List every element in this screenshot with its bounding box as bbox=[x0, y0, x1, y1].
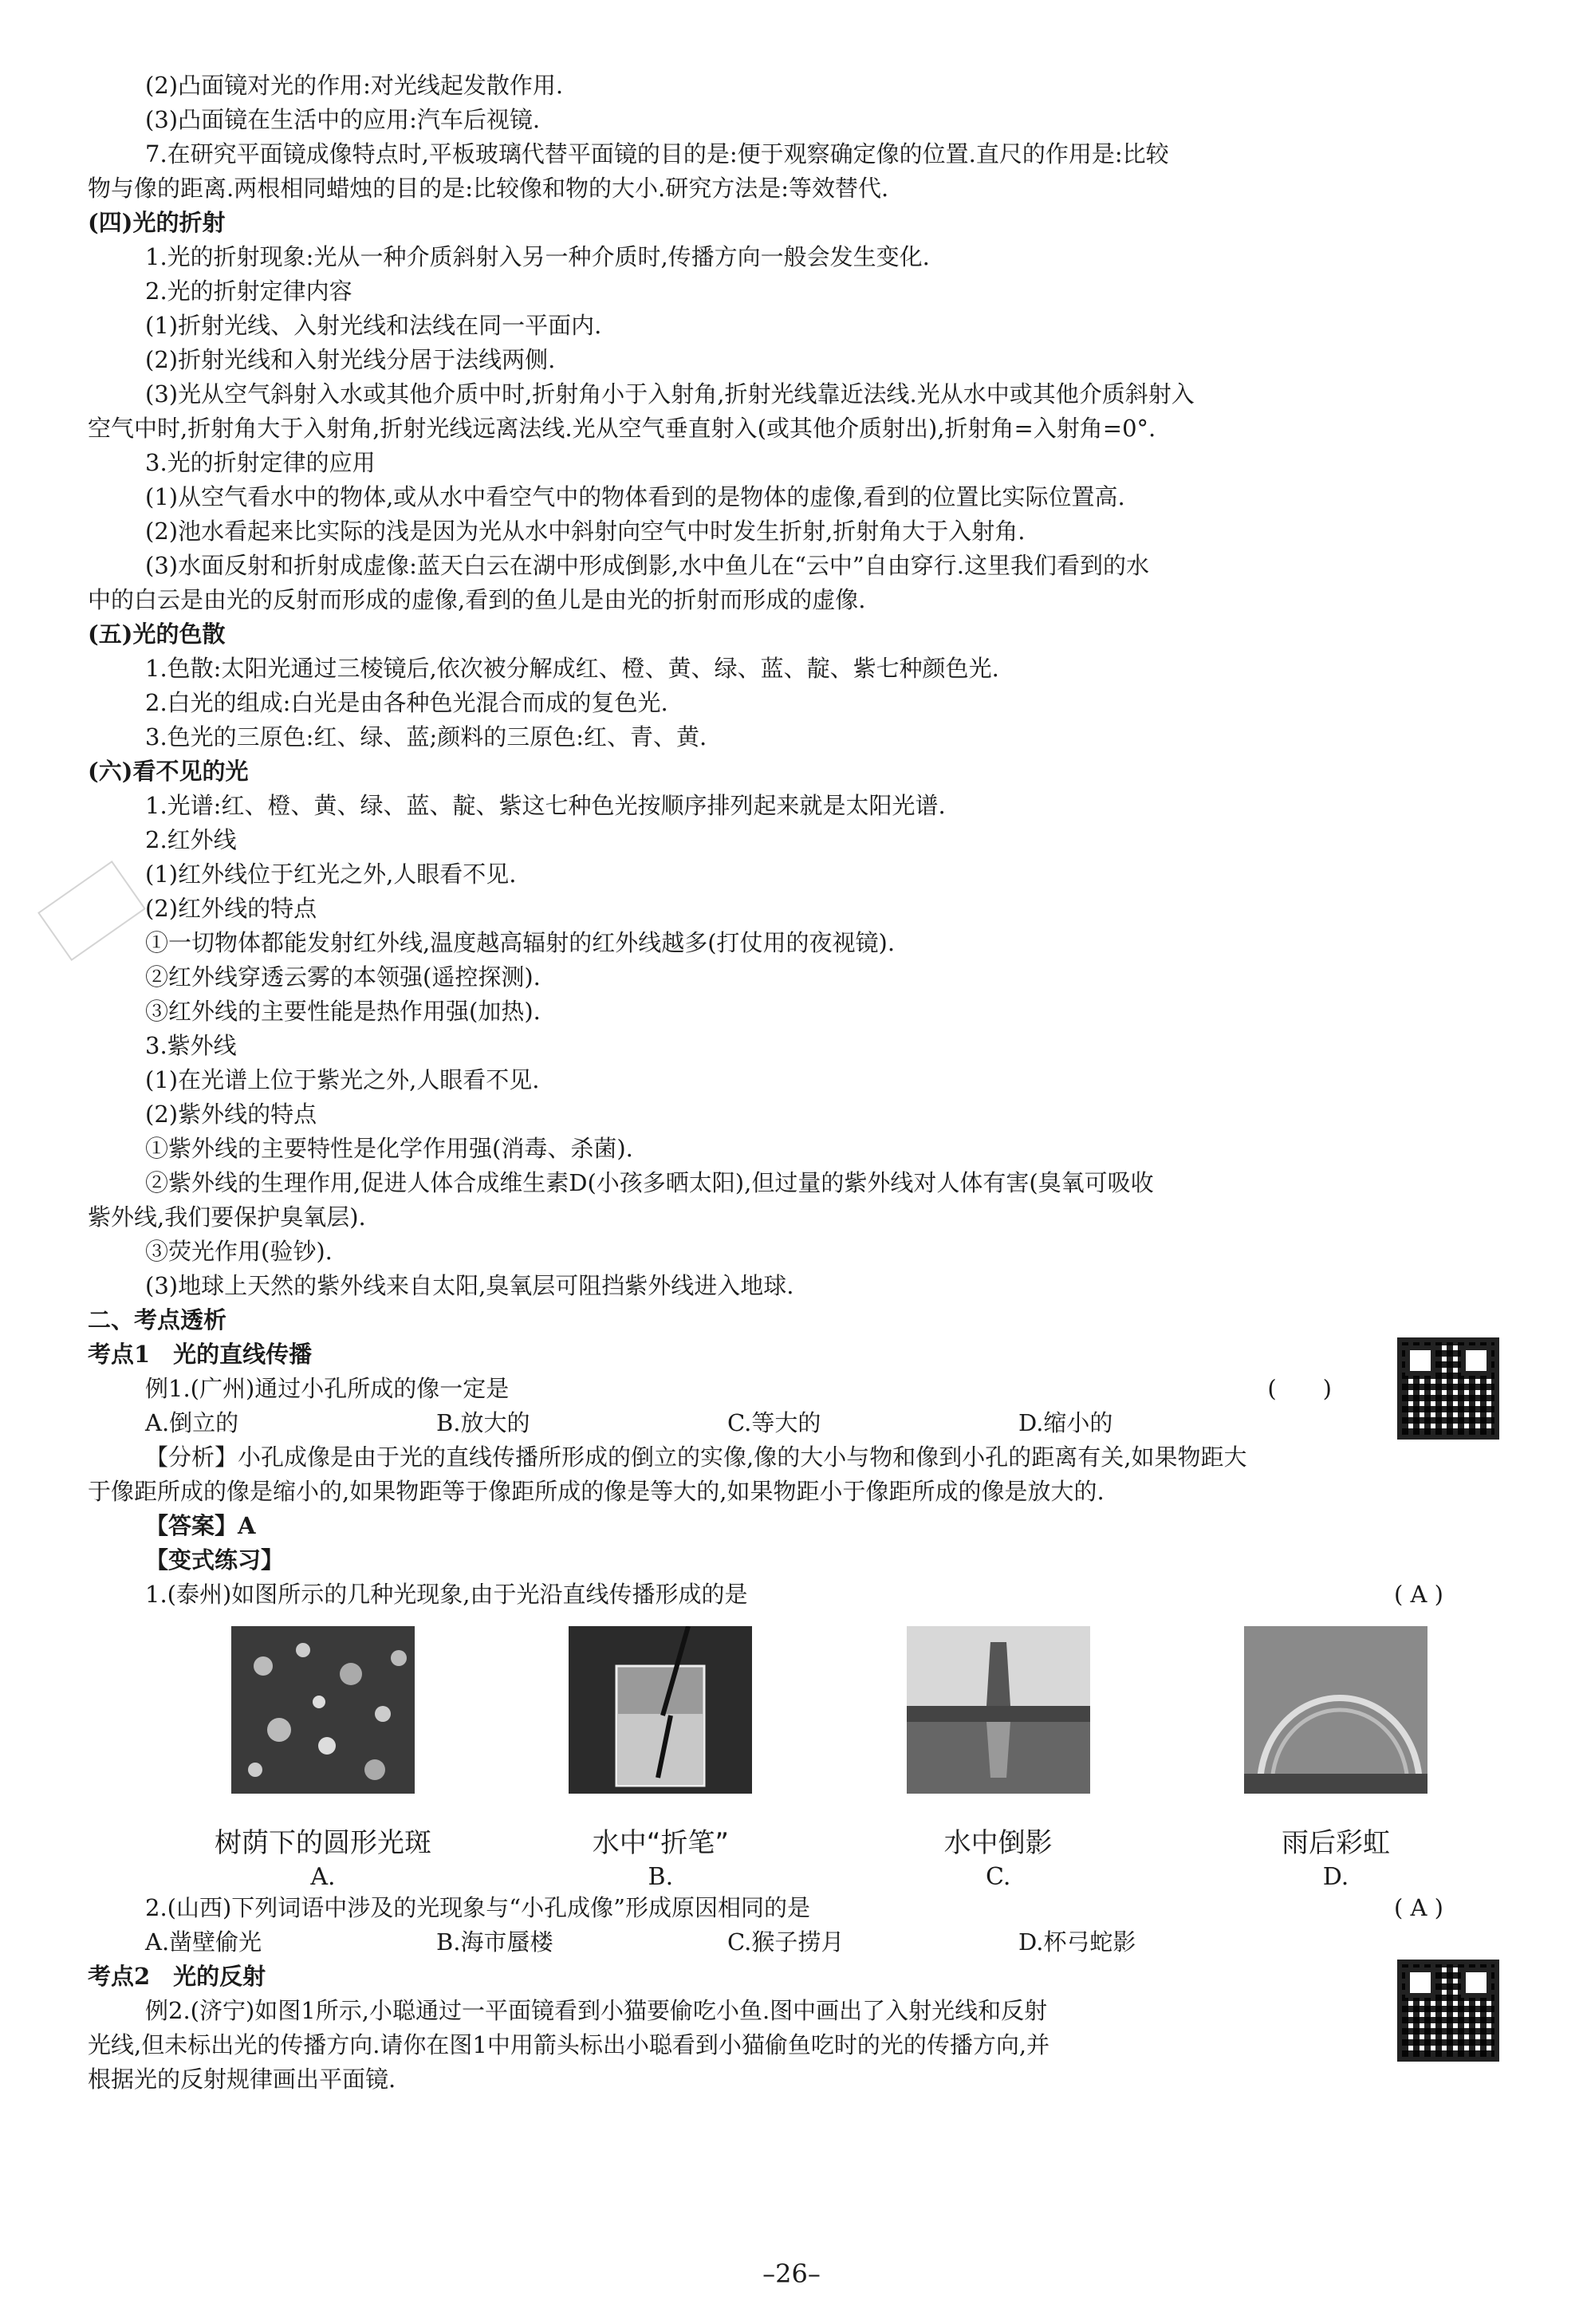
section-heading: (六)看不见的光 bbox=[88, 758, 249, 785]
options-row bbox=[88, 1406, 1443, 1440]
text-line: (3)凸面镜在生活中的应用:汽车后视镜. bbox=[145, 106, 541, 133]
kaodian-title: 考点1 光的直线传播 bbox=[88, 1341, 313, 1368]
option: B.海市蜃楼 bbox=[436, 1928, 553, 1956]
figure-caption: 树荫下的圆形光斑 bbox=[215, 1827, 431, 1859]
text-line: 中的白云是由光的反射而形成的虚像,看到的鱼儿是由光的折射而形成的虚像. bbox=[88, 586, 866, 613]
answer-paren: ( A ) bbox=[1393, 1894, 1443, 1921]
text-line: 3.紫外线 bbox=[145, 1032, 237, 1059]
rainbow-image bbox=[1244, 1626, 1427, 1794]
practice-question: 2.(山西)下列词语中涉及的光现象与“小孔成像”形成原因相同的是 bbox=[145, 1894, 810, 1921]
figure-d bbox=[1220, 1626, 1451, 1891]
option: A.倒立的 bbox=[145, 1409, 239, 1436]
analysis: 【分析】小孔成像是由于光的直线传播所形成的倒立的实像,像的大小与物和像到小孔的距离有关,如果物距大 bbox=[145, 1444, 1247, 1471]
example-question: 例2.(济宁)如图1所示,小聪通过一平面镜看到小猫要偷吃小鱼.图中画出了入射光线和反射 bbox=[145, 1997, 1048, 2024]
page-number: –26– bbox=[762, 2259, 821, 2289]
section-heading: (四)光的折射 bbox=[88, 209, 226, 236]
example-question: 例1.(广州)通过小孔所成的像一定是 bbox=[145, 1375, 510, 1402]
text-line: ①一切物体都能发射红外线,温度越高辐射的红外线越多(打仗用的夜视镜). bbox=[145, 929, 896, 956]
text-line: 2.光的折射定律内容 bbox=[145, 278, 352, 305]
figure-caption: 水中倒影 bbox=[943, 1827, 1053, 1859]
text-line: (2)紫外线的特点 bbox=[145, 1101, 317, 1128]
section-heading: (五)光的色散 bbox=[88, 620, 226, 648]
text-line: 2.白光的组成:白光是由各种色光混合而成的复色光. bbox=[145, 689, 668, 716]
text-line: ②紫外线的生理作用,促进人体合成维生素D(小孩多晒太阳),但过量的紫外线对人体有害(臭氧可吸收 bbox=[145, 1169, 1154, 1196]
bent-pencil-image bbox=[569, 1626, 752, 1794]
option: D.杯弓蛇影 bbox=[1018, 1928, 1136, 1956]
analysis: 于像距所成的像是缩小的,如果物距等于像距所成的像是等大的,如果物距小于像距所成的像是放大的. bbox=[88, 1478, 1105, 1505]
text-line: (2)池水看起来比实际的浅是因为光从水中斜射向空气中时发生折射,折射角大于入射角. bbox=[145, 518, 1026, 545]
text-line: (1)折射光线、入射光线和法线在同一平面内. bbox=[145, 312, 602, 339]
text-line: 3.色光的三原色:红、绿、蓝;颜料的三原色:红、青、黄. bbox=[145, 723, 707, 750]
practice-question: 1.(泰州)如图所示的几种光现象,由于光沿直线传播形成的是 bbox=[145, 1581, 748, 1608]
text-line: (3)光从空气斜射入水或其他介质中时,折射角小于入射角,折射光线靠近法线.光从水中或其他介质斜射入 bbox=[145, 380, 1195, 408]
option: C.猴子捞月 bbox=[727, 1928, 845, 1956]
text-line: (2)折射光线和入射光线分居于法线两侧. bbox=[145, 346, 556, 373]
text-line: (3)水面反射和折射成虚像:蓝天白云在湖中形成倒影,水中鱼儿在“云中”自由穿行.这里我们看到的水 bbox=[145, 552, 1149, 579]
figure-letter: A. bbox=[310, 1863, 336, 1891]
page-content bbox=[88, 69, 1443, 2097]
text-line: ③红外线的主要性能是热作用强(加热). bbox=[145, 998, 541, 1025]
text-line: 紫外线,我们要保护臭氧层). bbox=[88, 1203, 366, 1231]
text-line: 3.光的折射定律的应用 bbox=[145, 449, 376, 476]
figure-c bbox=[883, 1626, 1114, 1891]
water-reflection-image bbox=[907, 1626, 1090, 1794]
qr-code-icon[interactable] bbox=[1397, 1960, 1499, 2062]
text-line: 空气中时,折射角大于入射角,折射光线远离法线.光从空气垂直射入(或其他介质射出),折射角=入射角=0°. bbox=[88, 415, 1156, 442]
text-line: (1)红外线位于红光之外,人眼看不见. bbox=[145, 861, 517, 888]
answer-paren: ( ) bbox=[1267, 1375, 1332, 1402]
option: B.放大的 bbox=[436, 1409, 530, 1436]
example-question: 根据光的反射规律画出平面镜. bbox=[88, 2066, 396, 2093]
option: A.凿壁偷光 bbox=[145, 1928, 262, 1956]
text-line: (1)从空气看水中的物体,或从水中看空气中的物体看到的是物体的虚像,看到的位置比实际位置高. bbox=[145, 483, 1125, 510]
text-line: (2)凸面镜对光的作用:对光线起发散作用. bbox=[145, 72, 564, 99]
figure-b bbox=[545, 1626, 776, 1891]
figure-letter: D. bbox=[1322, 1863, 1349, 1891]
text-line: 物与像的距离.两根相同蜡烛的目的是:比较像和物的大小.研究方法是:等效替代. bbox=[88, 175, 889, 202]
text-line: (2)红外线的特点 bbox=[145, 895, 317, 922]
qr-code-icon[interactable] bbox=[1397, 1337, 1499, 1440]
figure-letter: B. bbox=[648, 1863, 674, 1891]
answer: 【答案】A bbox=[145, 1512, 256, 1539]
answer-paren: ( A ) bbox=[1393, 1581, 1443, 1608]
text-line: 7.在研究平面镜成像特点时,平板玻璃代替平面镜的目的是:便于观察确定像的位置.直尺的作用是:比较 bbox=[145, 140, 1169, 167]
kaodian-title: 考点2 光的反射 bbox=[88, 1963, 266, 1990]
text-line: 1.光的折射现象:光从一种介质斜射入另一种介质时,传播方向一般会发生变化. bbox=[145, 243, 930, 270]
practice-heading: 【变式练习】 bbox=[145, 1546, 285, 1574]
text-line: (3)地球上天然的紫外线来自太阳,臭氧层可阻挡紫外线进入地球. bbox=[145, 1272, 794, 1299]
text-line: ②红外线穿透云雾的本领强(遥控探测). bbox=[145, 963, 541, 991]
options-row bbox=[88, 1925, 1443, 1960]
tree-shadow-image bbox=[231, 1626, 415, 1794]
text-line: 1.色散:太阳光通过三棱镜后,依次被分解成红、橙、黄、绿、蓝、靛、紫七种颜色光. bbox=[145, 655, 999, 682]
figure-letter: C. bbox=[985, 1863, 1011, 1891]
section-heading: 二、考点透析 bbox=[88, 1306, 227, 1333]
figure-caption: 水中“折笔” bbox=[592, 1827, 729, 1859]
figure-caption: 雨后彩虹 bbox=[1281, 1827, 1390, 1859]
option: D.缩小的 bbox=[1018, 1409, 1113, 1436]
example-question: 光线,但未标出光的传播方向.请你在图1中用箭头标出小聪看到小猫偷鱼吃时的光的传播方向,并 bbox=[88, 2031, 1050, 2058]
text-line: (1)在光谱上位于紫光之外,人眼看不见. bbox=[145, 1066, 540, 1093]
figure-row bbox=[207, 1626, 1451, 1891]
figure-a bbox=[207, 1626, 439, 1891]
option: C.等大的 bbox=[727, 1409, 821, 1436]
text-line: 2.红外线 bbox=[145, 826, 237, 853]
text-line: ①紫外线的主要特性是化学作用强(消毒、杀菌). bbox=[145, 1135, 633, 1162]
text-line: 1.光谱:红、橙、黄、绿、蓝、靛、紫这七种色光按顺序排列起来就是太阳光谱. bbox=[145, 792, 946, 819]
text-line: ③荧光作用(验钞). bbox=[145, 1238, 333, 1265]
